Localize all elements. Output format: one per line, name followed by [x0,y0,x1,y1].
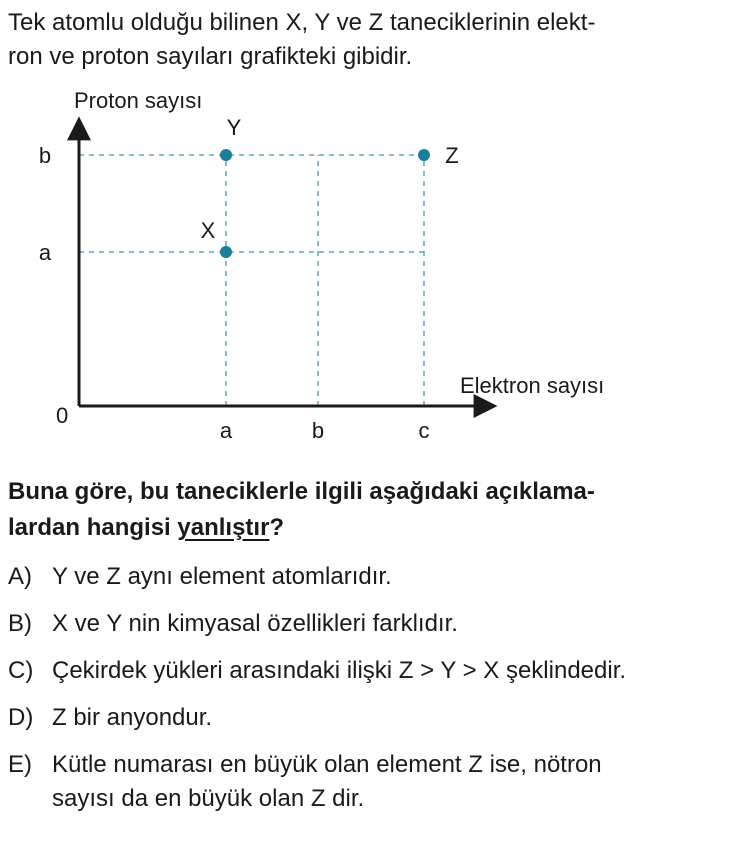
intro-text [8,6,728,74]
y-tick-label: a [38,240,52,265]
y-axis-label: Proton sayısı [74,88,203,113]
question-line-1: Buna göre, bu taneciklerle ilgili aşağıdaki açıklama- [8,478,595,505]
point-y [220,149,232,161]
scatter-chart [0,80,742,450]
point-label-y: Y [226,115,242,140]
x-tick-label: c [418,418,430,443]
option-e[interactable] [8,748,733,816]
option-label: D) [8,704,34,731]
option-a[interactable] [8,560,733,594]
point-x [220,246,232,258]
option-d[interactable] [8,701,733,735]
point-label-z: Z [445,143,459,168]
chart-gridlines [79,155,424,406]
x-axis-label: Elektron sayısı [460,373,605,398]
option-text: X ve Y nin kimyasal özellikleri farklıdır. [52,610,458,637]
option-text: Y ve Z aynı element atomlarıdır. [52,563,392,590]
question-mark: ? [269,514,285,541]
option-label: E) [8,751,32,778]
x-tick-label: b [311,418,325,443]
option-text: Çekirdek yükleri arasındaki ilişki Z > Y > X şeklindedir. [52,657,627,684]
intro-line-1: Tek atomlu olduğu bilinen X, Y ve Z taneciklerinin elekt- [8,9,596,36]
y-tick-label: b [38,143,52,168]
option-text-line-1: Kütle numarası en büyük olan element Z ise, nötron [52,751,602,778]
option-label: C) [8,657,34,684]
option-c[interactable] [8,654,733,688]
question-line-2 [8,510,728,546]
question-underlined-word: yanlıştır [177,514,270,541]
option-label: B) [8,610,32,637]
point-label-x: X [200,218,216,243]
question-line-2-start: lardan hangisi [8,514,178,541]
option-text: Z bir anyondur. [52,704,213,731]
option-b[interactable] [8,607,733,641]
point-z [418,149,430,161]
intro-line-2: ron ve proton sayıları grafikteki gibidir. [8,43,413,70]
answer-options [8,560,733,829]
origin-label: 0 [56,403,69,428]
question-text [8,474,728,546]
x-tick-label: a [219,418,233,443]
option-label: A) [8,563,32,590]
option-text-line-2: sayısı da en büyük olan Z dir. [52,785,365,812]
